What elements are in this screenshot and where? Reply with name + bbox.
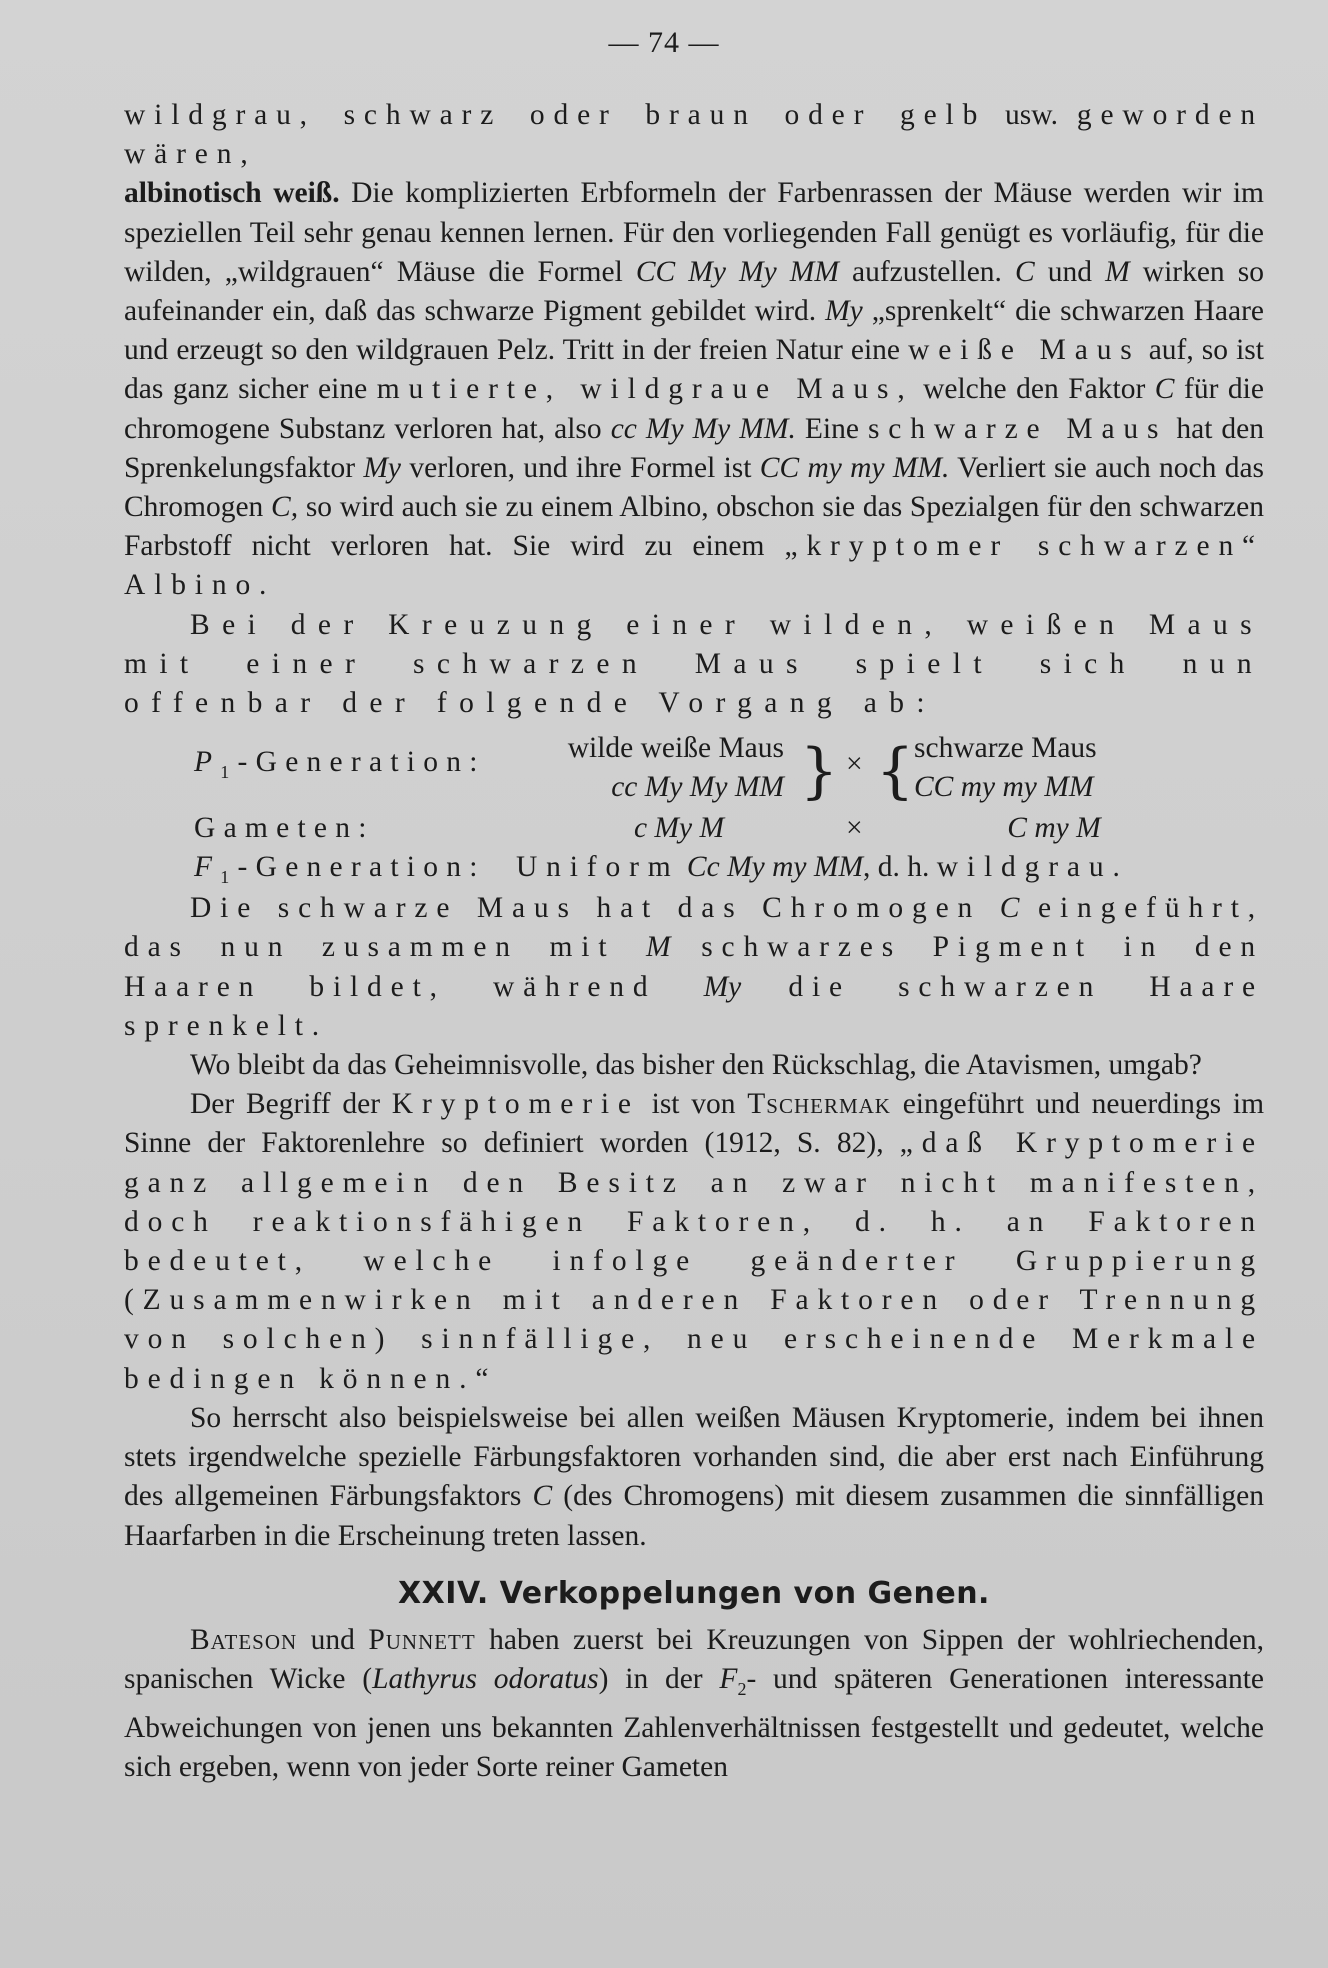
text-run: haben zuerst bei Kreuzungen von Sippen der wohlriechenden, spanischen Wicke ( (124, 1623, 1264, 1696)
text-run: aufzustellen. (838, 255, 1015, 288)
cross-symbol: × (846, 812, 863, 845)
formula: CC my my MM. (759, 451, 950, 484)
parent-left-formula (534, 768, 784, 807)
formula: C (999, 892, 1020, 925)
formula: C (1154, 373, 1175, 406)
paragraph: Bei der Kreuzung einer wilden, weißen Maus mit einer schwarzen Maus spielt sich nun offenbar der folgende Vorgang ab: (124, 608, 1264, 720)
parent-right-name: schwarze Maus (914, 732, 1097, 765)
gamete-right (924, 809, 1184, 848)
formula: Cc My my MM (686, 851, 864, 884)
formula: c My M (633, 812, 725, 845)
text-run: ist von (639, 1088, 748, 1121)
text-run: - und späteren Generationen interessante Abweichungen von jenen uns bekannten Zahlenverhältnissen festgestellt und gedeutet, welche sich ergeben, wenn von jeder Sorte reiner Gameten (124, 1663, 1265, 1784)
gamete-left (534, 809, 824, 848)
formula: C (532, 1480, 553, 1513)
text-run: Verliert sie auch noch das Chromogen (124, 451, 1265, 524)
paragraph (124, 1621, 1264, 1788)
text-run: wirken so aufeinander ein, daß das schwarze Pigment gebildet wird. (124, 255, 1264, 328)
paragraph (124, 889, 1264, 1046)
formula: My (825, 295, 863, 328)
formula: F (719, 1663, 738, 1696)
formula: My (703, 970, 742, 1003)
text-run: „sprenkelt“ die schwarzen Haare und erzeugt so den wildgrauen Pelz. Tritt in der freien Natur eine (124, 295, 1265, 367)
spaced-text: „kryptomer schwarzen“ Albino. (124, 530, 1264, 602)
spaced-text: schwarze Maus (867, 412, 1168, 445)
parent-right-formula (914, 768, 1093, 807)
spaced-text: schwarzes Pigment in den Haaren bildet, während (124, 931, 1264, 1003)
spaced-text: Die schwarze Maus hat das Chromogen (190, 892, 1000, 925)
label-text: -Generation: (237, 746, 486, 779)
text-run: welche den Faktor (913, 373, 1155, 406)
paragraph (124, 1085, 1264, 1399)
formula: CC My My MM (635, 255, 839, 288)
text-run: So herrscht also beispielsweise bei allen weißen Mäusen Kryptomerie, indem bei ihnen stets irgendwelche spezielle Färbungsfaktoren vorhanden sind, die aber erst nach Einführung des allgemeinen Färbungsfaktors (124, 1401, 1264, 1513)
text-run: hat den Sprenkelungsfaktor (124, 412, 1265, 484)
section-heading: XXIV. Verkoppelungen von Genen. (398, 1575, 990, 1611)
text-run: Der Begriff der (190, 1088, 392, 1121)
text-run: Die komplizierten Erbformeln der Farbenrassen der Mäuse werden wir im speziellen Teil sehr genau kennen lernen. Für den vorliegenden Fall genügt es vorläufig, für die wilden, „wildgrauen“ Mäuse die Formel (124, 177, 1264, 288)
f1-result (516, 848, 1129, 887)
spaced-quote: „daß Kryptomerie ganz allgemein den Besitz an zwar nicht manifesten, doch reaktionsfähigen Faktoren, d. h. an Faktoren bedeutet, welche infolge geänderter Gruppierung (Zusammenwirken mit anderen Faktoren oder Trennung von solchen) sinnfällige, neu erscheinende Merkmale bedingen können.“ (124, 1127, 1264, 1395)
label-text: -Generation: (237, 851, 486, 884)
author-name: Bateson (190, 1623, 298, 1656)
formula: C, (271, 491, 299, 524)
text-run: für die chromogene Substanz verloren hat, also (124, 373, 1264, 445)
label-subscript: 1 (220, 867, 238, 888)
text-run: auf, so ist das ganz sicher eine (124, 334, 1264, 406)
paragraph: Wo bleibt da das Geheimnisvolle, das bisher den Rückschlag, die Atavismen, umgab? (190, 1049, 1202, 1082)
formula: CC my my MM (914, 771, 1094, 804)
species-name: Lathyrus odoratus (372, 1663, 599, 1696)
body-text (124, 96, 1264, 1788)
formula: M (646, 931, 671, 964)
spaced-text: Kryptomerie (391, 1088, 640, 1121)
text-run: eingeführt und neuerdings im Sinne der Faktorenlehre so definiert worden (1912, S. 82), (124, 1088, 1265, 1160)
cross-symbol: × (846, 748, 863, 781)
parent-left-name: wilde weiße Maus (567, 732, 784, 765)
spaced-text: mutierte, wildgraue Maus, (376, 373, 914, 406)
author-name: Punnett (368, 1623, 476, 1656)
subscript: 2 (737, 1679, 747, 1699)
spaced-text: wildgrau, schwarz oder braun oder gelb (124, 99, 987, 131)
formula: M (1105, 255, 1130, 288)
text-run: (des Chromogens) mit diesem zusammen die sinnfälligen Haarfarben in die Erscheinung treten lassen. (124, 1480, 1265, 1552)
spaced-text: geworden wären, (124, 99, 1264, 171)
paragraph (124, 1399, 1264, 1556)
text-run: und (297, 1623, 369, 1656)
label-letter: P (194, 746, 221, 779)
cross-diagram (124, 729, 1264, 889)
text-run: verloren, und ihre Formel ist (401, 451, 760, 484)
p1-label (194, 743, 486, 792)
paragraph (124, 96, 1264, 606)
text-run: so wird auch sie zu einem Albino, obschon sie das Spezialgen für den schwarzen Farbstoff nicht verloren hat. Sie wird zu einem (124, 491, 1264, 563)
text-run: Eine (795, 412, 868, 445)
f1-label (194, 848, 486, 897)
formula: cc My My MM. (610, 412, 796, 445)
spaced-text: weiße Maus (908, 334, 1141, 367)
gametes-label: Gameten: (194, 812, 375, 845)
text-run: ) in der (598, 1663, 720, 1696)
left-brace: { (876, 736, 915, 807)
spaced-text: eingeführt, das nun zusammen mit (124, 892, 1264, 964)
author-name: Tschermak (747, 1088, 891, 1121)
formula: My (363, 451, 402, 484)
text-run: usw. (986, 99, 1077, 131)
bold-text: albinotisch weiß. (124, 177, 340, 210)
spaced-text: wildgrau. (936, 851, 1129, 884)
text-run: , d. h. (863, 851, 937, 884)
label-letter: F (194, 851, 221, 884)
formula: cc My My MM (611, 771, 784, 804)
spaced-text: Uniform (516, 851, 680, 884)
label-subscript: 1 (220, 762, 238, 783)
formula: C (1015, 255, 1035, 288)
right-brace: } (800, 736, 839, 807)
formula: C my M (1007, 812, 1101, 845)
text-run: und (1034, 255, 1106, 288)
page-number: — 74 — (608, 26, 720, 59)
spaced-text: die schwarzen Haare sprenkelt. (124, 970, 1264, 1042)
